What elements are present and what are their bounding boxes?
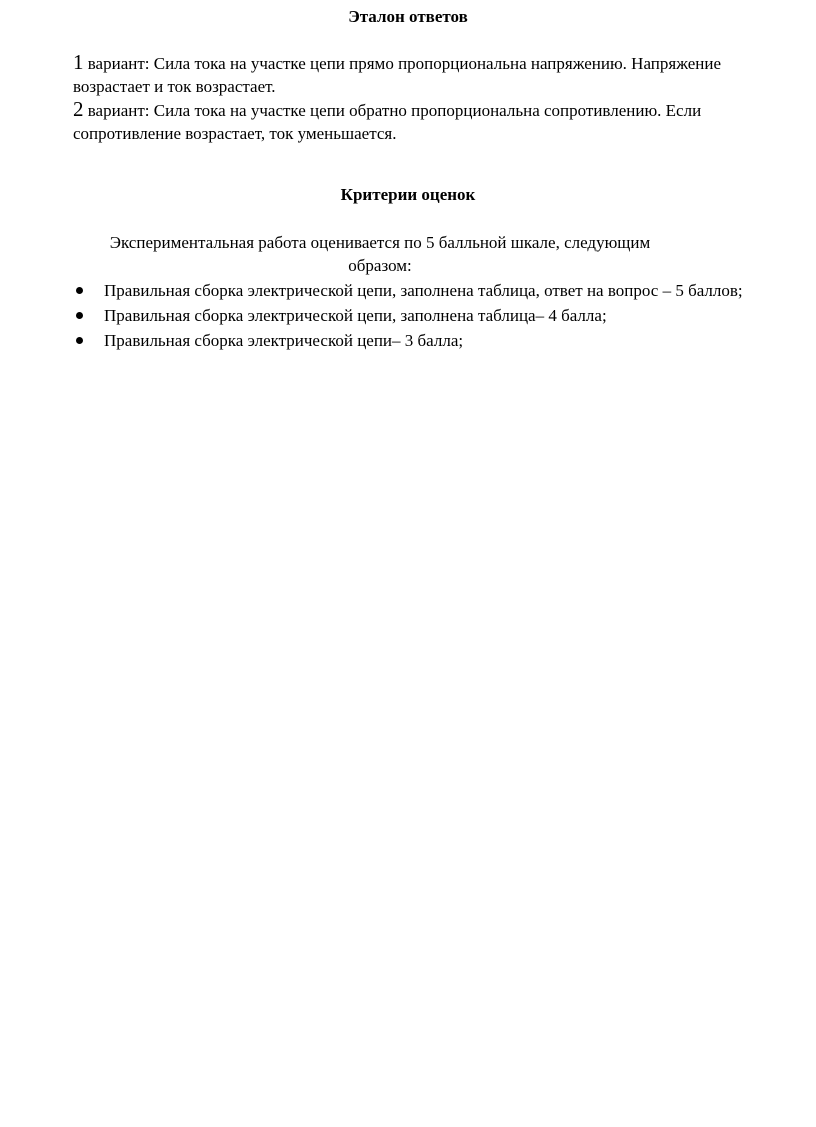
answers-section xyxy=(73,51,753,145)
bullet-icon xyxy=(76,287,83,294)
criteria-item-text: Правильная сборка электрической цепи, заполнена таблица– 4 балла; xyxy=(104,306,607,325)
criteria-item-text: Правильная сборка электрической цепи– 3 балла; xyxy=(104,331,464,350)
bullet-icon xyxy=(76,337,83,344)
list-item xyxy=(73,304,743,327)
answer-variant-1-text: вариант: Сила тока на участке цепи прямо пропорциональна напряжению. Напряжение возрастает и ток возрастает. xyxy=(73,54,721,96)
answer-variant-1-number: 1 xyxy=(73,50,84,74)
criteria-item-text: Правильная сборка электрической цепи, заполнена таблица, ответ на вопрос – 5 баллов; xyxy=(104,281,743,300)
answers-title: Эталон ответов xyxy=(348,7,468,26)
criteria-title: Критерии оценок xyxy=(340,185,476,204)
list-item xyxy=(73,329,743,352)
bullet-icon xyxy=(76,312,83,319)
criteria-intro: Экспериментальная работа оценивается по 5 балльной шкале, следующим образом: xyxy=(109,233,651,275)
criteria-list xyxy=(73,279,743,354)
answer-variant-2-number: 2 xyxy=(73,97,84,121)
answer-variant-2-text: вариант: Сила тока на участке цепи обратно пропорциональна сопротивлению. Если сопротивление возрастает, ток уменьшается. xyxy=(73,101,702,143)
list-item xyxy=(73,279,743,302)
answer-variant-1 xyxy=(73,51,753,98)
answer-variant-2 xyxy=(73,98,753,145)
